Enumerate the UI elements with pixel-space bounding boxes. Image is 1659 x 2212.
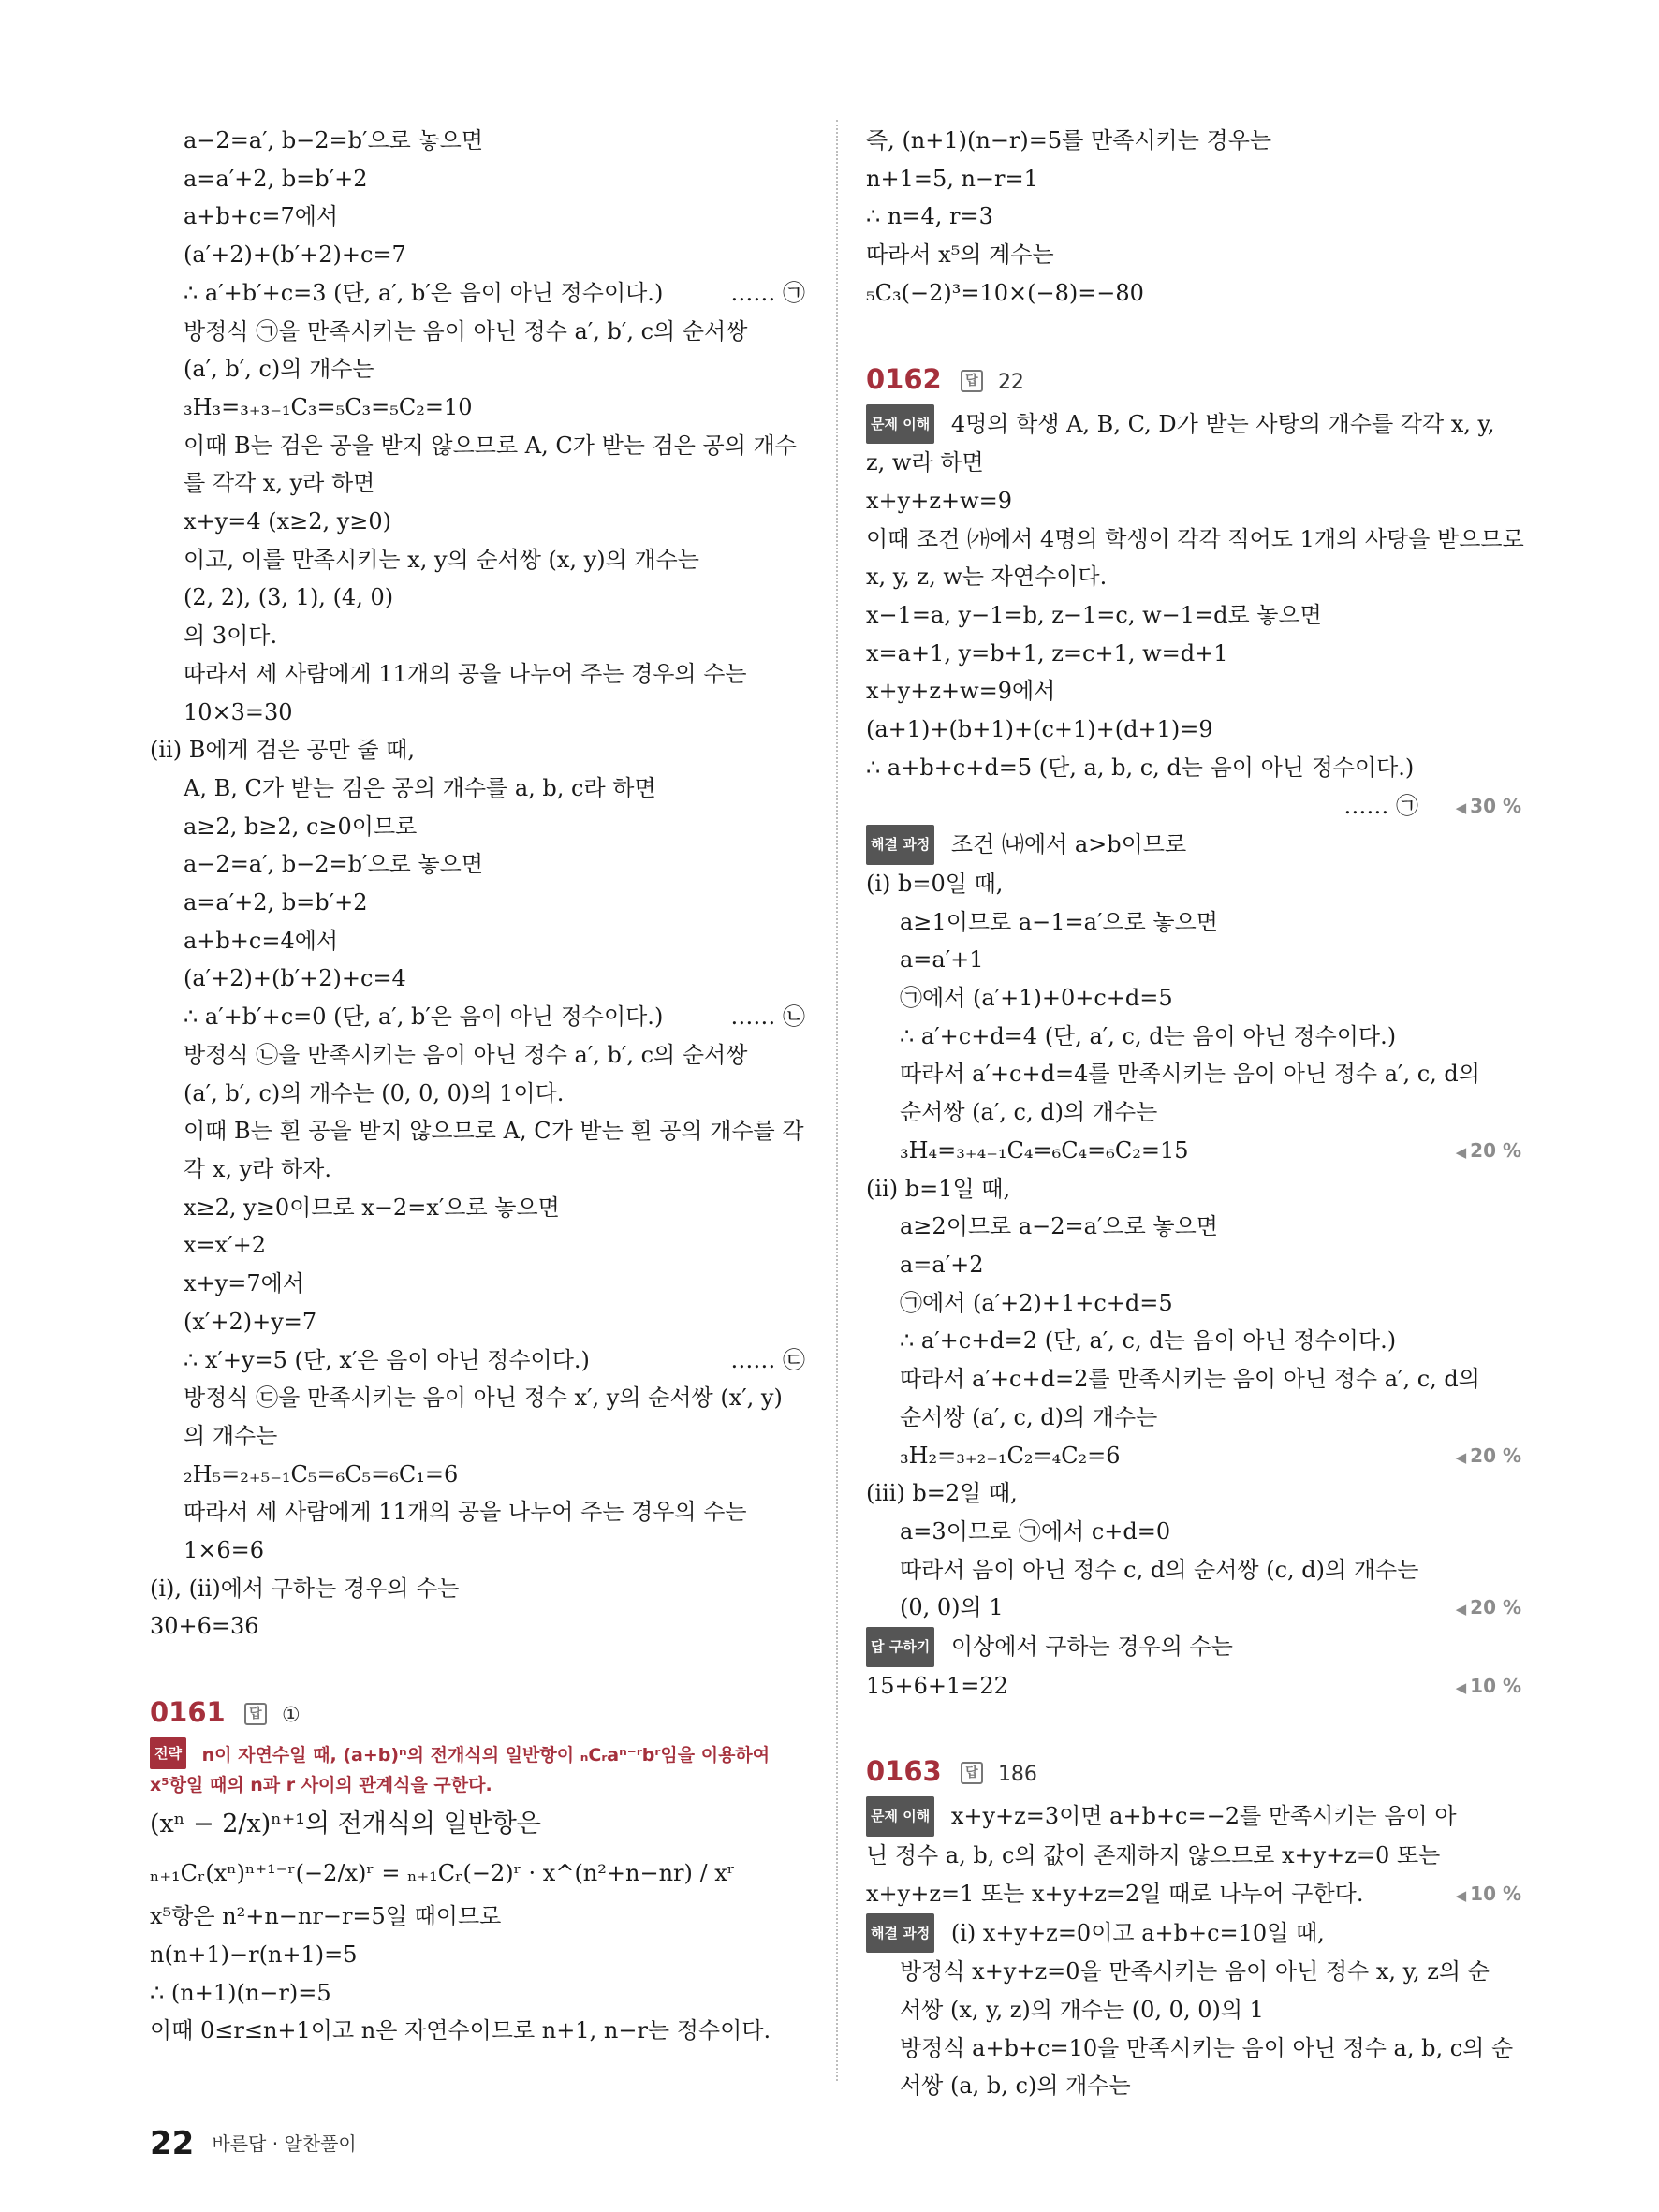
text-line xyxy=(150,274,805,313)
text-line xyxy=(866,1627,1521,1667)
text-line xyxy=(866,1437,1521,1475)
text-line: ㉠에서 (a′+1)+0+c+d=5 xyxy=(900,985,1173,1012)
question-number: 0163 xyxy=(866,1755,942,1788)
text-line: 의 개수는 xyxy=(184,1422,278,1449)
text-line: x, y, z, w는 자연수이다. xyxy=(866,564,1108,591)
equation: ∴ a′+b′+c=3 (단, a′, b′은 음이 아닌 정수이다.) xyxy=(184,279,664,306)
triangle-left-icon: ◀ xyxy=(1455,1886,1467,1904)
text-line: a=a′+1 xyxy=(900,946,984,974)
answer-mark-icon: 답 xyxy=(961,370,983,392)
equation-tag: …… ㉠ xyxy=(730,279,805,306)
text-line: ₃H₃=₃₊₃₋₁C₃=₅C₃=₅C₂=10 xyxy=(184,393,473,420)
text-line: 즉, (n+1)(n−r)=5를 만족시키는 경우는 xyxy=(866,127,1272,154)
text-line: A, B, C가 받는 검은 공의 개수를 a, b, c라 하면 xyxy=(184,774,656,801)
equation: ∴ x′+y=5 (단, x′은 음이 아닌 정수이다.) xyxy=(184,1346,590,1373)
section-label-process: 해결 과정 xyxy=(866,1913,934,1954)
text-line: x+y+z+w=9 xyxy=(866,487,1012,514)
text: 조건 ㈏에서 a>b이므로 xyxy=(950,831,1187,858)
text-line xyxy=(866,1589,1521,1627)
text-line: a+b+c=4에서 xyxy=(184,927,339,954)
text-line: 이때 0≤r≤n+1이고 n은 자연수이므로 n+1, n−r는 정수이다. xyxy=(150,2017,771,2044)
text-line: 를 각각 x, y라 하면 xyxy=(184,470,375,497)
equation: (0, 0)의 1 xyxy=(900,1594,1004,1621)
text-line: x=a+1, y=b+1, z=c+1, w=d+1 xyxy=(866,639,1228,667)
question-header-0163 xyxy=(866,1750,1521,1796)
score-percent xyxy=(1456,1132,1521,1172)
text-line xyxy=(866,1667,1521,1706)
text-line: 이때 조건 ㈎에서 4명의 학생이 각각 적어도 1개의 사탕을 받으므로 xyxy=(866,525,1524,552)
text-line xyxy=(866,1132,1521,1170)
score-percent xyxy=(1456,1589,1521,1629)
answer-value: 186 xyxy=(997,1763,1037,1787)
text-line: a=a′+2, b=b′+2 xyxy=(184,165,368,192)
text-line: x+y=4 (x≥2, y≥0) xyxy=(184,508,392,535)
score-percent xyxy=(1456,1437,1521,1477)
text-line: 순서쌍 (a′, c, d)의 개수는 xyxy=(900,1403,1158,1430)
text-line: (2, 2), (3, 1), (4, 0) xyxy=(184,584,394,611)
text-line: (xⁿ − 2/x)ⁿ⁺¹의 전개식의 일반항은 xyxy=(150,1809,541,1839)
text-line: 방정식 x+y+z=0을 만족시키는 음이 아닌 정수 x, y, z의 순 xyxy=(900,1958,1490,1985)
triangle-left-icon: ◀ xyxy=(1455,1143,1467,1161)
score-percent xyxy=(1456,787,1521,828)
text-line xyxy=(150,1341,805,1380)
text-line: a=a′+2, b=b′+2 xyxy=(184,889,368,916)
text-line: x+y+z+w=9에서 xyxy=(866,678,1056,705)
spacer xyxy=(150,1646,805,1691)
text-line: 따라서 x⁵의 계수는 xyxy=(866,242,1054,269)
text-line: 방정식 a+b+c=10을 만족시키는 음이 아닌 정수 a, b, c의 순 xyxy=(900,2034,1514,2061)
text-line: (x′+2)+y=7 xyxy=(184,1308,317,1335)
text-line: ₂H₅=₂₊₅₋₁C₅=₆C₅=₆C₁=6 xyxy=(184,1460,459,1487)
text-line: 의 3이다. xyxy=(184,623,278,650)
text-line: ₙ₊₁Cᵣ(xⁿ)ⁿ⁺¹⁻ʳ(−2/x)ʳ = ₙ₊₁Cᵣ(−2)ʳ · x^(n²+n−nr) / xʳ xyxy=(150,1860,736,1887)
equation: ₃H₂=₃₊₂₋₁C₂=₄C₂=6 xyxy=(900,1442,1121,1469)
score-value: 10 % xyxy=(1470,1882,1521,1905)
text-line: 순서쌍 (a′, c, d)의 개수는 xyxy=(900,1099,1158,1126)
text-line: (a+1)+(b+1)+(c+1)+(d+1)=9 xyxy=(866,716,1213,743)
text-line xyxy=(866,1875,1521,1913)
section-label-process: 해결 과정 xyxy=(866,825,934,865)
text-line: a≥2, b≥2, c≥0이므로 xyxy=(184,813,418,840)
score-value: 30 % xyxy=(1470,794,1521,817)
text-line: a=a′+2 xyxy=(900,1251,984,1278)
spacer xyxy=(866,1705,1521,1750)
text-line: n(n+1)−r(n+1)=5 xyxy=(150,1941,358,1968)
case-heading: (ⅱ) B에게 검은 공만 줄 때, xyxy=(150,737,415,764)
text-line xyxy=(866,404,1521,445)
question-number: 0161 xyxy=(150,1696,226,1729)
equation: ₃H₄=₃₊₄₋₁C₄=₆C₄=₆C₂=15 xyxy=(900,1136,1189,1164)
answer-mark-icon: 답 xyxy=(244,1703,267,1725)
text-line xyxy=(866,787,1521,826)
text-line: ∴ n=4, r=3 xyxy=(866,203,993,230)
text-line: 따라서 a′+c+d=4를 만족시키는 음이 아닌 정수 a′, c, d의 xyxy=(900,1061,1480,1088)
text-line: ₅C₃(−2)³=10×(−8)=−80 xyxy=(866,279,1144,306)
text-line: (a′, b′, c)의 개수는 xyxy=(184,356,374,383)
text-line: 서쌍 (x, y, z)의 개수는 (0, 0, 0)의 1 xyxy=(900,1996,1264,2023)
text-line: x≥2, y≥0이므로 x−2=x′으로 놓으면 xyxy=(184,1194,560,1221)
section-label-answer: 답 구하기 xyxy=(866,1627,934,1667)
equation-tag: …… ㉢ xyxy=(730,1346,805,1373)
column-divider xyxy=(836,120,838,2081)
text-line: 1×6=6 xyxy=(184,1537,265,1564)
text-line: z, w라 하면 xyxy=(866,449,984,476)
footer-title: 바른답 · 알찬풀이 xyxy=(212,2132,357,2155)
equation-tag: …… ㉡ xyxy=(730,1003,805,1031)
text-line: ∴ a′+c+d=2 (단, a′, c, d는 음이 아닌 정수이다.) xyxy=(900,1327,1397,1355)
strategy-text: x⁵항일 때의 n과 r 사이의 관계식을 구한다. xyxy=(150,1775,492,1796)
triangle-left-icon: ◀ xyxy=(1455,798,1467,816)
text-line: (a′+2)+(b′+2)+c=4 xyxy=(184,965,406,992)
text-line: a=3이므로 ㉠에서 c+d=0 xyxy=(900,1517,1171,1545)
text-line: (a′+2)+(b′+2)+c=7 xyxy=(184,242,406,269)
section-label-understand: 문제 이해 xyxy=(866,404,934,445)
text-line: x−1=a, y−1=b, z−1=c, w−1=d로 놓으면 xyxy=(866,602,1322,629)
text-line xyxy=(866,825,1521,865)
page-number: 22 xyxy=(150,2125,195,2162)
equation: 15+6+1=22 xyxy=(866,1672,1008,1699)
text-line: 방정식 ㉡을 만족시키는 음이 아닌 정수 a′, b′, c의 순서쌍 xyxy=(184,1041,748,1068)
score-value: 10 % xyxy=(1470,1674,1521,1697)
equation: ∴ a′+b′+c=0 (단, a′, b′은 음이 아닌 정수이다.) xyxy=(184,1003,664,1031)
text-line: (a′, b′, c)의 개수는 (0, 0, 0)의 1이다. xyxy=(184,1079,565,1106)
score-percent xyxy=(1456,1667,1521,1707)
score-value: 20 % xyxy=(1470,1443,1521,1467)
text-line: ∴ a′+c+d=4 (단, a′, c, d는 음이 아닌 정수이다.) xyxy=(900,1022,1397,1049)
triangle-left-icon: ◀ xyxy=(1455,1448,1467,1466)
question-number: 0162 xyxy=(866,362,942,395)
spacer xyxy=(866,313,1521,358)
strategy-text: n이 자연수일 때, (a+b)ⁿ의 전개식의 일반항이 ₙCᵣaⁿ⁻ʳbʳ임을 이용하여 xyxy=(201,1745,771,1766)
text-line: 방정식 ㉠을 만족시키는 음이 아닌 정수 a′, b′, c의 순서쌍 xyxy=(184,317,748,344)
text-line: a−2=a′, b−2=b′으로 놓으면 xyxy=(184,127,484,154)
answer-value: 22 xyxy=(997,370,1024,394)
text-line: x+y=7에서 xyxy=(184,1270,304,1297)
text-line: 30+6=36 xyxy=(150,1613,259,1640)
triangle-left-icon: ◀ xyxy=(1455,1601,1467,1619)
left-column xyxy=(150,122,805,2050)
text-line: 이고, 이를 만족시키는 x, y의 순서쌍 (x, y)의 개수는 xyxy=(184,546,699,573)
text-line: 방정식 ㉢을 만족시키는 음이 아닌 정수 x′, y의 순서쌍 (x′, y) xyxy=(184,1384,783,1412)
text-line: 따라서 a′+c+d=2를 만족시키는 음이 아닌 정수 a′, c, d의 xyxy=(900,1366,1480,1393)
text-line: (ⅰ), (ⅱ)에서 구하는 경우의 수는 xyxy=(150,1575,460,1602)
text-line: x=x′+2 xyxy=(184,1232,267,1259)
text: (ⅰ) x+y+z=0이고 a+b+c=10일 때, xyxy=(950,1919,1325,1946)
triangle-left-icon: ◀ xyxy=(1455,1678,1467,1696)
text-line: 각 x, y라 하자. xyxy=(184,1155,331,1182)
answer-value: ① xyxy=(281,1704,301,1728)
score-percent xyxy=(1456,1875,1521,1915)
text-line: a+b+c=7에서 xyxy=(184,203,339,230)
equation-tag: …… ㉠ xyxy=(1343,792,1418,819)
case-heading: (ⅱ) b=1일 때, xyxy=(866,1175,1011,1202)
score-value: 20 % xyxy=(1470,1596,1521,1619)
text-line: 이때 B는 검은 공을 받지 않으므로 A, C가 받는 검은 공의 개수 xyxy=(184,432,797,459)
answer-mark-icon: 답 xyxy=(961,1762,983,1784)
text-line: a≥1이므로 a−1=a′으로 놓으면 xyxy=(900,908,1218,935)
text: x+y+z=3이면 a+b+c=−2를 만족시키는 음이 아 xyxy=(950,1803,1457,1830)
text-line xyxy=(866,1796,1521,1837)
text-line: 서쌍 (a, b, c)의 개수는 xyxy=(900,2073,1131,2100)
text-line: ∴ (n+1)(n−r)=5 xyxy=(150,1979,331,2006)
text-line: a≥2이므로 a−2=a′으로 놓으면 xyxy=(900,1213,1218,1240)
question-header-0162 xyxy=(866,358,1521,404)
right-column xyxy=(866,122,1524,2105)
text-line: ㉠에서 (a′+2)+1+c+d=5 xyxy=(900,1289,1173,1316)
text-line xyxy=(150,998,805,1036)
text-line: ∴ a+b+c+d=5 (단, a, b, c, d는 음이 아닌 정수이다.) xyxy=(866,754,1415,781)
text-line: a−2=a′, b−2=b′으로 놓으면 xyxy=(184,851,484,878)
text-line: 따라서 세 사람에게 11개의 공을 나누어 주는 경우의 수는 xyxy=(184,660,747,687)
text: 이상에서 구하는 경우의 수는 xyxy=(950,1633,1233,1661)
text-line: 이때 B는 흰 공을 받지 않으므로 A, C가 받는 흰 공의 개수를 각 xyxy=(184,1118,804,1145)
text-line: 따라서 세 사람에게 11개의 공을 나누어 주는 경우의 수는 xyxy=(184,1499,747,1526)
question-header-0161 xyxy=(150,1691,805,1737)
strategy-label: 전략 xyxy=(150,1737,186,1769)
text: x+y+z=1 또는 x+y+z=2일 때로 나누어 구한다. xyxy=(866,1880,1364,1907)
text-line xyxy=(866,1913,1521,1954)
section-label-understand: 문제 이해 xyxy=(866,1796,934,1837)
page-footer xyxy=(150,2125,357,2162)
text-line: 따라서 음이 아닌 정수 c, d의 순서쌍 (c, d)의 개수는 xyxy=(900,1556,1419,1583)
score-value: 20 % xyxy=(1470,1138,1521,1162)
text-line: 10×3=30 xyxy=(184,698,293,725)
case-heading: (ⅰ) b=0일 때, xyxy=(866,870,1004,897)
text-line: 닌 정수 a, b, c의 값이 존재하지 않으므로 x+y+z=0 또는 xyxy=(866,1842,1441,1869)
case-heading: (ⅲ) b=2일 때, xyxy=(866,1480,1018,1507)
text-line: x⁵항은 n²+n−nr−r=5일 때이므로 xyxy=(150,1903,502,1930)
text-line: n+1=5, n−r=1 xyxy=(866,165,1038,192)
text: 4명의 학생 A, B, C, D가 받는 사탕의 개수를 각각 x, y, xyxy=(950,410,1495,437)
strategy-line xyxy=(150,1737,805,1770)
